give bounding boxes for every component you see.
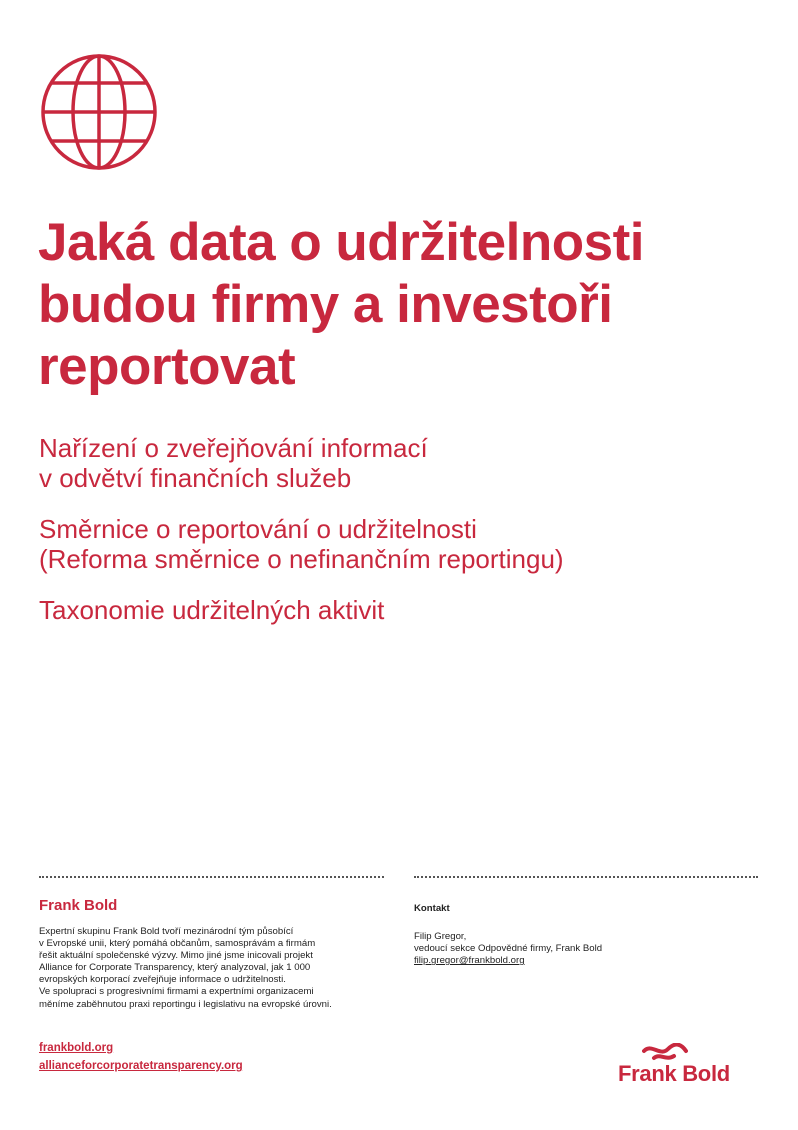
title-line: reportovat [38,337,296,396]
subtitle-line: v odvětví finančních služeb [39,463,352,493]
about-line: řešit aktuální společenské výzvy. Mimo jiné jsme inicovali projekt [39,950,313,962]
about-line: v Evropské unii, který pomáhá občanům, samosprávám a firmám [39,938,316,950]
logo-wave-icon [642,1043,688,1063]
globe-icon [40,53,158,171]
subtitle-line: Nařízení o zveřejňování informací [39,433,428,463]
link-alliance[interactable]: allianceforcorporatetransparency.org [39,1060,243,1072]
title-line: Jaká data o udržitelnosti [38,213,644,272]
subtitle-taxonomy [39,595,779,625]
subtitle-line: (Reforma směrnice o nefinančním reportingu) [39,544,564,574]
divider-right [414,876,758,878]
org-heading: Frank Bold [39,897,118,914]
logo-text: Frank Bold [618,1061,730,1086]
about-text [39,926,384,1011]
about-line: Expertní skupinu Frank Bold tvoří mezinárodní tým působící [39,926,294,937]
contact-info [414,931,602,967]
link-frankbold[interactable]: frankbold.org [39,1042,114,1054]
contact-name: Filip Gregor, [414,931,467,942]
contact-email-link[interactable]: filip.gregor@frankbold.org [414,955,525,967]
subtitle-csrd [39,514,779,574]
subtitle-line: Směrnice o reportování o udržitelnosti [39,514,477,544]
about-line: evropských korporací zveřejňuje informace o udržitelnosti. [39,974,286,986]
contact-role: vedoucí sekce Odpovědné firmy, Frank Bold [414,943,603,955]
title-line: budou firmy a investoři [38,275,613,334]
subtitle-line: Taxonomie udržitelných aktivit [39,595,385,625]
subtitle-sfdr [39,433,779,493]
contact-heading: Kontakt [414,903,450,914]
about-line: měníme zaběhnutou praxi reportingu i legislativu na evropské úrovni. [39,998,332,1010]
divider-left [39,876,384,878]
about-line: Ve spolupraci s progresivními firmami a expertními organizacemi [39,986,314,998]
frank-bold-logo [618,1043,760,1087]
page-title [38,212,778,398]
footer-links [39,1039,243,1075]
about-line: Alliance for Corporate Transparency, který analyzoval, jak 1 000 [39,962,311,974]
